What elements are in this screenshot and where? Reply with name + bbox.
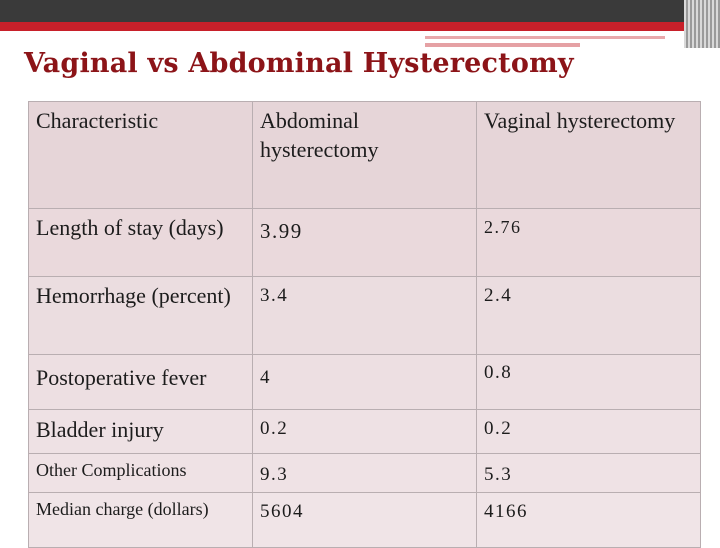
abdominal-value: 4 [253,355,477,410]
vaginal-value: 4166 [477,493,701,548]
abdominal-value: 5604 [253,493,477,548]
accent-line [425,36,665,39]
row-label: Bladder injury [29,410,253,454]
header-red-band [0,22,720,31]
vaginal-value: 0.8 [477,355,701,410]
slide-title: Vaginal vs Abdominal Hysterectomy [24,48,574,79]
table-row [29,355,701,410]
accent-line [425,43,580,47]
abdominal-value: 0.2 [253,410,477,454]
abdominal-value: 9.3 [253,454,477,493]
abdominal-value: 3.99 [253,209,477,277]
header-dark-band [0,0,720,22]
table-row [29,454,701,493]
header-cell-characteristic: Characteristic [29,102,253,209]
table-row [29,209,701,277]
row-label: Postoperative fever [29,355,253,410]
row-label: Hemorrhage (percent) [29,277,253,355]
row-label: Median charge (dollars) [29,493,253,548]
vaginal-value: 2.76 [477,209,701,277]
table-row [29,410,701,454]
table-row [29,277,701,355]
vaginal-value: 5.3 [477,454,701,493]
table-row [29,493,701,548]
vaginal-value: 0.2 [477,410,701,454]
header-cell-abdominal: Abdominal hysterectomy [253,102,477,209]
table-header-row [29,102,701,209]
abdominal-value: 3.4 [253,277,477,355]
vaginal-value: 2.4 [477,277,701,355]
header-cell-vaginal: Vaginal hysterectomy [477,102,701,209]
comparison-table [28,101,701,548]
row-label: Length of stay (days) [29,209,253,277]
row-label: Other Complications [29,454,253,493]
header-stripes-decoration [684,0,720,48]
